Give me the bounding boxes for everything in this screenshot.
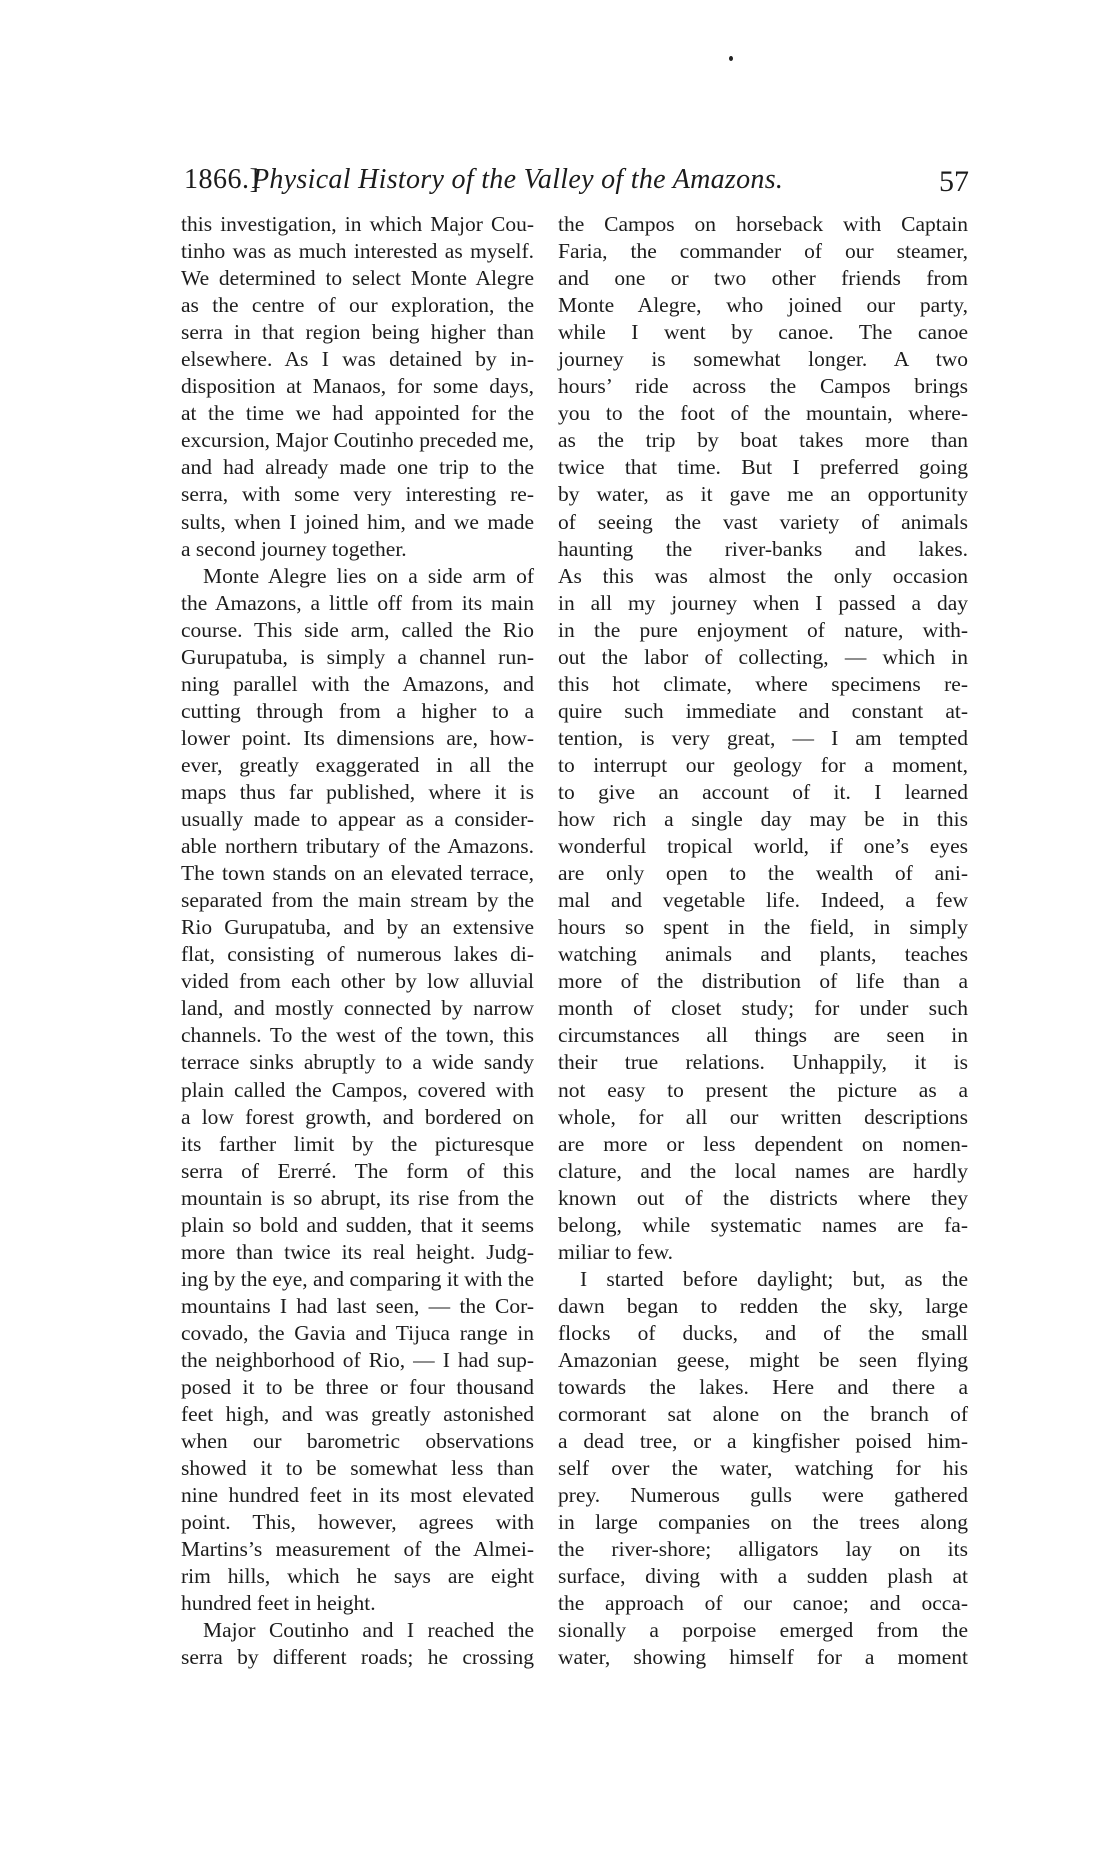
text-line: Martins’s measurement of the Almei- xyxy=(181,1537,534,1562)
text-line: We determined to select Monte Alegre xyxy=(181,266,534,291)
paragraph-first-line: Monte Alegre lies on a side arm of xyxy=(203,563,534,588)
text-line: quire such immediate and constant at- xyxy=(558,698,968,723)
running-head xyxy=(184,160,969,200)
text-line: sults, when I joined him, and we made xyxy=(181,509,534,534)
ink-speck xyxy=(729,56,733,61)
text-line: clature, and the local names are hardly xyxy=(558,1158,968,1183)
text-line: in the pure enjoyment of nature, with- xyxy=(558,617,968,642)
text-line: known out of the districts where they xyxy=(558,1185,968,1210)
text-line: the approach of our canoe; and occa- xyxy=(558,1591,968,1616)
text-line: of seeing the vast variety of animals xyxy=(558,509,968,534)
text-line: whole, for all our written descriptions xyxy=(558,1104,968,1129)
text-line: serra of Ererré. The form of this xyxy=(181,1158,534,1183)
text-line: to interrupt our geology for a moment, xyxy=(558,752,968,777)
text-column-left xyxy=(181,211,534,1672)
text-line: a dead tree, or a kingfisher poised him- xyxy=(558,1429,968,1454)
text-line: the Campos on horseback with Captain xyxy=(558,212,968,236)
text-line: showed it to be somewhat less than xyxy=(181,1456,534,1481)
text-line: a low forest growth, and bordered on xyxy=(181,1104,534,1129)
text-line: ing by the eye, and comparing it with the xyxy=(181,1266,534,1291)
text-line: vided from each other by low alluvial xyxy=(181,969,534,994)
text-line: cutting through from a higher to a xyxy=(181,698,534,723)
text-line: terrace sinks abruptly to a wide sandy xyxy=(181,1050,534,1075)
text-line: disposition at Manaos, for some days, xyxy=(181,374,534,399)
text-line: self over the water, watching for his xyxy=(558,1456,968,1481)
text-line: while I went by canoe. The canoe xyxy=(558,320,968,345)
text-line: its farther limit by the picturesque xyxy=(181,1131,534,1156)
text-line: ning parallel with the Amazons, and xyxy=(181,671,534,696)
running-head-year: 1866.] xyxy=(184,164,260,195)
text-line: cormorant sat alone on the branch of xyxy=(558,1402,968,1427)
text-line: plain so bold and sudden, that it seems xyxy=(181,1212,534,1237)
text-line: hundred feet in height. xyxy=(181,1591,376,1616)
text-line: Faria, the commander of our steamer, xyxy=(558,239,968,264)
text-line: miliar to few. xyxy=(558,1239,674,1264)
text-line: water, showing himself for a moment xyxy=(558,1645,968,1670)
text-line: hours so spent in the field, in simply xyxy=(558,915,968,940)
text-line: dawn began to redden the sky, large xyxy=(558,1293,968,1318)
text-line: this investigation, in which Major Cou- xyxy=(181,212,534,236)
text-line: lower point. Its dimensions are, how- xyxy=(181,725,534,750)
text-line: watching animals and plants, teaches xyxy=(558,942,968,967)
text-line: As this was almost the only occasion xyxy=(558,563,968,588)
text-line: a second journey together. xyxy=(181,536,407,561)
text-line: are more or less dependent on nomen- xyxy=(558,1131,968,1156)
text-line: usually made to appear as a consider- xyxy=(181,807,534,832)
text-line: to give an account of it. I learned xyxy=(558,779,968,804)
text-line: the Amazons, a little off from its main xyxy=(181,590,534,615)
text-line: and had already made one trip to the xyxy=(181,455,534,480)
text-line: Rio Gurupatuba, and by an extensive xyxy=(181,915,534,940)
text-line: tinho was as much interested as myself. xyxy=(181,239,534,264)
text-line: circumstances all things are seen in xyxy=(558,1023,968,1048)
text-line: in all my journey when I passed a day xyxy=(558,590,968,615)
text-line: prey. Numerous gulls were gathered xyxy=(558,1483,968,1508)
text-line: belong, while systematic names are fa- xyxy=(558,1212,968,1237)
text-line: covado, the Gavia and Tijuca range in xyxy=(181,1320,534,1345)
text-line: the river-shore; alligators lay on its xyxy=(558,1537,968,1562)
text-line: Amazonian geese, might be seen flying xyxy=(558,1347,968,1372)
text-line: their true relations. Unhappily, it is xyxy=(558,1050,968,1075)
text-line: posed it to be three or four thousand xyxy=(181,1375,534,1400)
text-line: maps thus far published, where it is xyxy=(181,779,534,804)
text-line: are only open to the wealth of ani- xyxy=(558,861,968,886)
text-line: separated from the main stream by the xyxy=(181,888,534,913)
text-line: land, and mostly connected by narrow xyxy=(181,996,534,1021)
text-line: haunting the river-banks and lakes. xyxy=(558,536,968,561)
text-line: ever, greatly exaggerated in all the xyxy=(181,752,534,777)
text-line: when our barometric observations xyxy=(181,1429,534,1454)
text-line: sionally a porpoise emerged from the xyxy=(558,1618,968,1643)
text-line: journey is somewhat longer. A two xyxy=(558,347,968,372)
text-line: plain called the Campos, covered with xyxy=(181,1077,534,1102)
text-line: elsewhere. As I was detained by in- xyxy=(181,347,534,372)
text-line: mountain is so abrupt, its rise from the xyxy=(181,1185,534,1210)
text-line: as the centre of our exploration, the xyxy=(181,293,534,318)
text-line: towards the lakes. Here and there a xyxy=(558,1375,968,1400)
running-head-title: Physical History of the Valley of the Amazons. xyxy=(252,164,784,195)
text-line: course. This side arm, called the Rio xyxy=(181,617,534,642)
text-line: point. This, however, agrees with xyxy=(181,1510,534,1535)
text-line: surface, diving with a sudden plash at xyxy=(558,1564,968,1589)
text-line: how rich a single day may be in this xyxy=(558,807,968,832)
text-line: mal and vegetable life. Indeed, a few xyxy=(558,888,968,913)
text-line: in large companies on the trees along xyxy=(558,1510,968,1535)
text-line: this hot climate, where specimens re- xyxy=(558,671,968,696)
text-line: more of the distribution of life than a xyxy=(558,969,968,994)
text-line: hours’ ride across the Campos brings xyxy=(558,374,968,399)
text-line: Gurupatuba, is simply a channel run- xyxy=(181,644,534,669)
text-line: flat, consisting of numerous lakes di- xyxy=(181,942,534,967)
text-line: as the trip by boat takes more than xyxy=(558,428,968,453)
text-line: serra by different roads; he crossing xyxy=(181,1645,534,1670)
text-line: tention, is very great, — I am tempted xyxy=(558,725,968,750)
paragraph-first-line: Major Coutinho and I reached the xyxy=(203,1618,534,1643)
text-line: The town stands on an elevated terrace, xyxy=(181,861,534,886)
page-number: 57 xyxy=(939,165,969,198)
text-line: nine hundred feet in its most elevated xyxy=(181,1483,534,1508)
text-line: channels. To the west of the town, this xyxy=(181,1023,534,1048)
text-line: twice that time. But I preferred going xyxy=(558,455,968,480)
text-line: serra, with some very interesting re- xyxy=(181,482,534,507)
text-line: at the time we had appointed for the xyxy=(181,401,534,426)
text-line: out the labor of collecting, — which in xyxy=(558,644,968,669)
text-line: the neighborhood of Rio, — I had sup- xyxy=(181,1347,534,1372)
text-line: feet high, and was greatly astonished xyxy=(181,1402,534,1427)
text-line: mountains I had last seen, — the Cor- xyxy=(181,1293,534,1318)
text-line: by water, as it gave me an opportunity xyxy=(558,482,968,507)
text-line: and one or two other friends from xyxy=(558,266,968,291)
text-line: flocks of ducks, and of the small xyxy=(558,1320,968,1345)
text-line: month of closet study; for under such xyxy=(558,996,968,1021)
text-line: excursion, Major Coutinho preceded me, xyxy=(181,428,534,453)
text-line: not easy to present the picture as a xyxy=(558,1077,968,1102)
text-column-right xyxy=(558,211,968,1672)
text-line: serra in that region being higher than xyxy=(181,320,534,345)
text-line: more than twice its real height. Judg- xyxy=(181,1239,534,1264)
text-line: rim hills, which he says are eight xyxy=(181,1564,534,1589)
text-line: able northern tributary of the Amazons. xyxy=(181,834,534,859)
text-line: wonderful tropical world, if one’s eyes xyxy=(558,834,968,859)
text-line: Monte Alegre, who joined our party, xyxy=(558,293,968,318)
text-line: you to the foot of the mountain, where- xyxy=(558,401,968,426)
paragraph-first-line: I started before daylight; but, as the xyxy=(580,1266,968,1291)
